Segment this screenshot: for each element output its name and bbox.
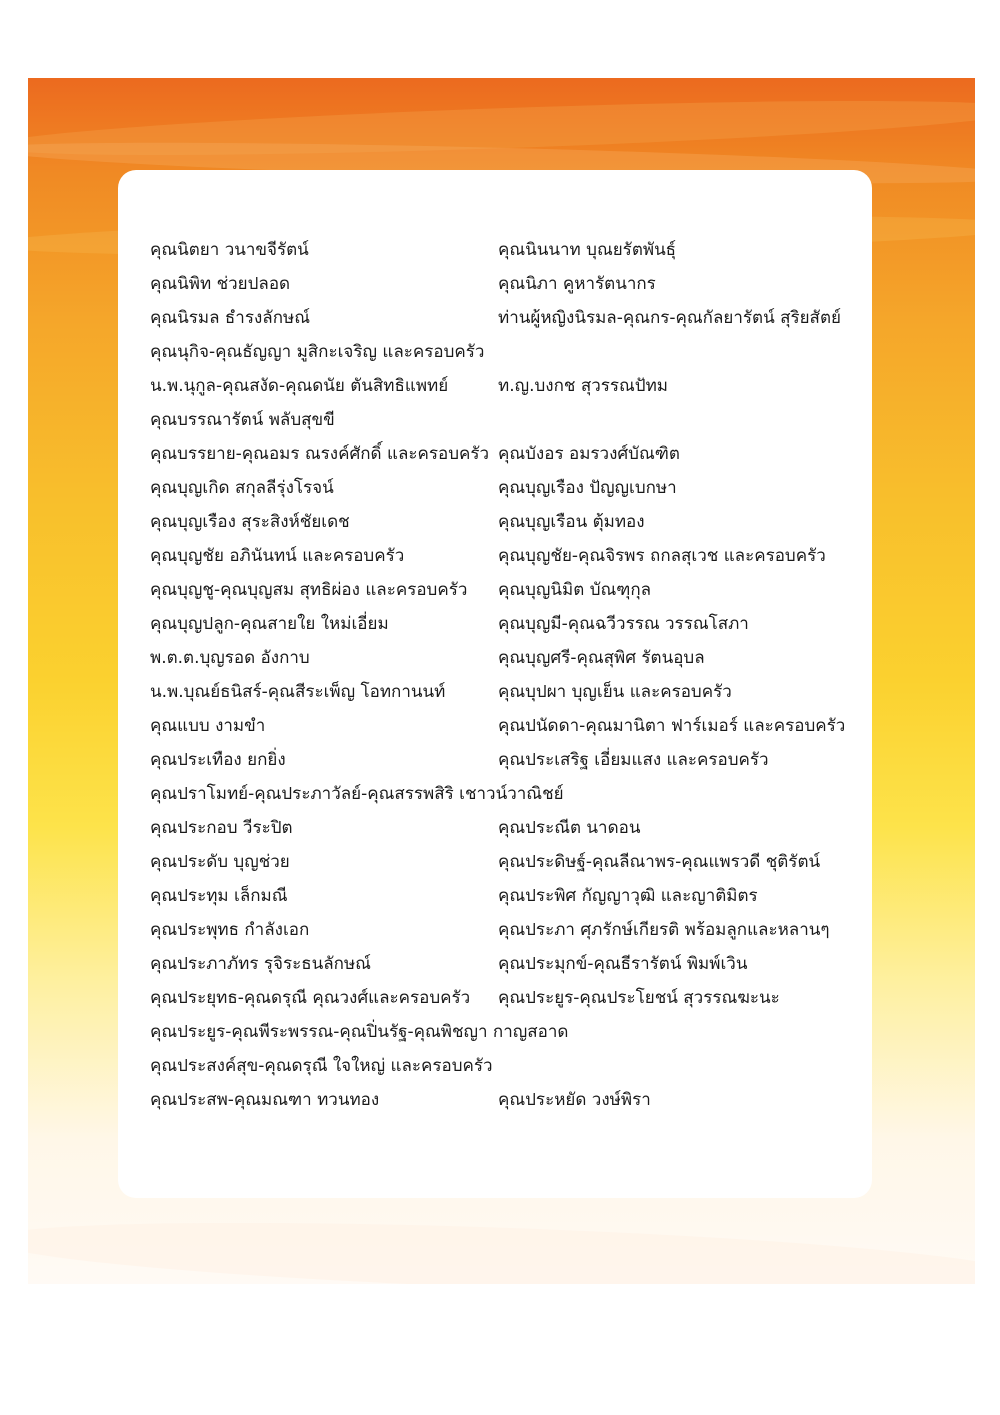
name-left: คุณประเทือง ยกยิ่ง bbox=[150, 750, 286, 770]
name-right: คุณประพิศ กัญญาวุฒิ และญาติมิตร bbox=[498, 886, 758, 906]
name-row bbox=[150, 845, 850, 879]
name-right: ท่านผู้หญิงนิรมล-คุณกร-คุณกัลยารัตน์ สุริยสัตย์ bbox=[498, 308, 841, 328]
name-left: คุณบุญชู-คุณบุญสม สุทธิผ่อง และครอบครัว bbox=[150, 580, 468, 600]
name-row bbox=[150, 403, 850, 437]
name-right: คุณประณีต นาดอน bbox=[498, 818, 641, 838]
name-row bbox=[150, 505, 850, 539]
name-row bbox=[150, 641, 850, 675]
name-row bbox=[150, 437, 850, 471]
name-right: คุณบุญชัย-คุณจิรพร ถกลสุเวช และครอบครัว bbox=[498, 546, 826, 566]
name-right: คุณประหยัด วงษ์พิรา bbox=[498, 1090, 651, 1110]
name-left: คุณประภาภัทร รุจิระธนลักษณ์ bbox=[150, 954, 371, 974]
name-right: คุณปนัดดา-คุณมานิตา ฟาร์เมอร์ และครอบครัว bbox=[498, 716, 846, 736]
name-row bbox=[150, 743, 850, 777]
name-left: คุณประสพ-คุณมณฑา ทวนทอง bbox=[150, 1090, 380, 1110]
name-row bbox=[150, 879, 850, 913]
name-right: คุณประดิษฐ์-คุณลีณาพร-คุณแพรวดี ชุติรัตน์ bbox=[498, 852, 821, 872]
name-row bbox=[150, 913, 850, 947]
name-right: คุณประเสริฐ เอี่ยมแสง และครอบครัว bbox=[498, 750, 769, 770]
name-left: คุณประกอบ วีระปิต bbox=[150, 818, 293, 838]
name-left: น.พ.นุกูล-คุณสงัด-คุณดนัย ตันสิทธิแพทย์ bbox=[150, 376, 449, 396]
name-left: คุณบุญเรือง สุระสิงห์ชัยเดช bbox=[150, 512, 350, 532]
name-right: คุณบุปผา บุญเย็น และครอบครัว bbox=[498, 682, 732, 702]
name-row bbox=[150, 1015, 850, 1049]
name-left: คุณแบบ งามขำ bbox=[150, 716, 266, 736]
name-left: คุณประพุทธ กำลังเอก bbox=[150, 920, 310, 940]
name-right: คุณประยูร-คุณประโยชน์ สุวรรณฆะนะ bbox=[498, 988, 780, 1008]
name-left: คุณประสงค์สุข-คุณดรุณี ใจใหญ่ และครอบครัว bbox=[150, 1056, 493, 1076]
name-right: คุณนิภา คูหารัตนากร bbox=[498, 274, 656, 294]
name-row bbox=[150, 573, 850, 607]
name-left: คุณนิรมล ธำรงลักษณ์ bbox=[150, 308, 310, 328]
name-right: คุณบุญนิมิต บัณฑุกุล bbox=[498, 580, 652, 600]
cloud-streak bbox=[28, 1210, 975, 1284]
name-left: คุณบรรยาย-คุณอมร ณรงค์ศักดิ์ และครอบครัว bbox=[150, 444, 490, 464]
name-row bbox=[150, 1083, 850, 1117]
name-row bbox=[150, 1049, 850, 1083]
name-left: คุณบรรณารัตน์ พลับสุขขี bbox=[150, 410, 335, 430]
name-left: พ.ต.ต.บุญรอด อังกาบ bbox=[150, 648, 310, 668]
name-left: คุณบุญเกิด สกุลลีรุ่งโรจน์ bbox=[150, 478, 334, 498]
name-left: คุณประยูร-คุณพีระพรรณ-คุณปิ่นรัฐ-คุณพิชญา กาญสอาด bbox=[150, 1022, 569, 1042]
name-row bbox=[150, 981, 850, 1015]
name-right: คุณนินนาท บุณยรัตพันธุ์ bbox=[498, 240, 677, 260]
name-right: คุณบุญเรือง ปัญญเบกษา bbox=[498, 478, 677, 498]
name-row bbox=[150, 675, 850, 709]
name-right: คุณบุญเรือน ตุ้มทอง bbox=[498, 512, 645, 532]
name-left: คุณนิพิท ช่วยปลอด bbox=[150, 274, 291, 294]
name-right: คุณบังอร อมรวงศ์บัณฑิต bbox=[498, 444, 680, 464]
name-left: คุณนุกิจ-คุณธัญญา มูสิกะเจริญ และครอบครัว bbox=[150, 342, 485, 362]
name-row bbox=[150, 777, 850, 811]
name-row bbox=[150, 539, 850, 573]
name-right: คุณประภา ศุภรักษ์เกียรติ พร้อมลูกและหลานๆ bbox=[498, 920, 830, 940]
name-left: คุณนิตยา วนาขจีรัตน์ bbox=[150, 240, 309, 260]
name-right: คุณประมุกข์-คุณธีรารัตน์ พิมพ์เวิน bbox=[498, 954, 748, 974]
name-right: คุณบุญศรี-คุณสุพิศ รัตนอุบล bbox=[498, 648, 705, 668]
name-right: ท.ญ.บงกช สุวรรณปัทม bbox=[498, 376, 668, 396]
name-left: คุณบุญปลูก-คุณสายใย ใหม่เอี่ยม bbox=[150, 614, 389, 634]
name-left: คุณปราโมทย์-คุณประภาวัลย์-คุณสรรพสิริ เชาวน์วาณิชย์ bbox=[150, 784, 564, 804]
name-row bbox=[150, 301, 850, 335]
name-row bbox=[150, 369, 850, 403]
name-row bbox=[150, 267, 850, 301]
name-row bbox=[150, 335, 850, 369]
name-row bbox=[150, 811, 850, 845]
name-left: คุณประทุม เล็กมณี bbox=[150, 886, 288, 906]
donor-name-list bbox=[150, 233, 850, 1117]
name-row bbox=[150, 233, 850, 267]
name-left: คุณประดับ บุญช่วย bbox=[150, 852, 290, 872]
name-row bbox=[150, 947, 850, 981]
name-left: คุณประยุทธ-คุณดรุณี คุณวงศ์และครอบครัว bbox=[150, 988, 471, 1008]
name-right: คุณบุญมี-คุณฉวีวรรณ วรรณโสภา bbox=[498, 614, 749, 634]
name-row bbox=[150, 607, 850, 641]
name-left: น.พ.บุณย์ธนิสร์-คุณสีระเพ็ญ โอทกานนท์ bbox=[150, 682, 446, 702]
name-left: คุณบุญชัย อภินันทน์ และครอบครัว bbox=[150, 546, 405, 566]
name-row bbox=[150, 709, 850, 743]
name-row bbox=[150, 471, 850, 505]
